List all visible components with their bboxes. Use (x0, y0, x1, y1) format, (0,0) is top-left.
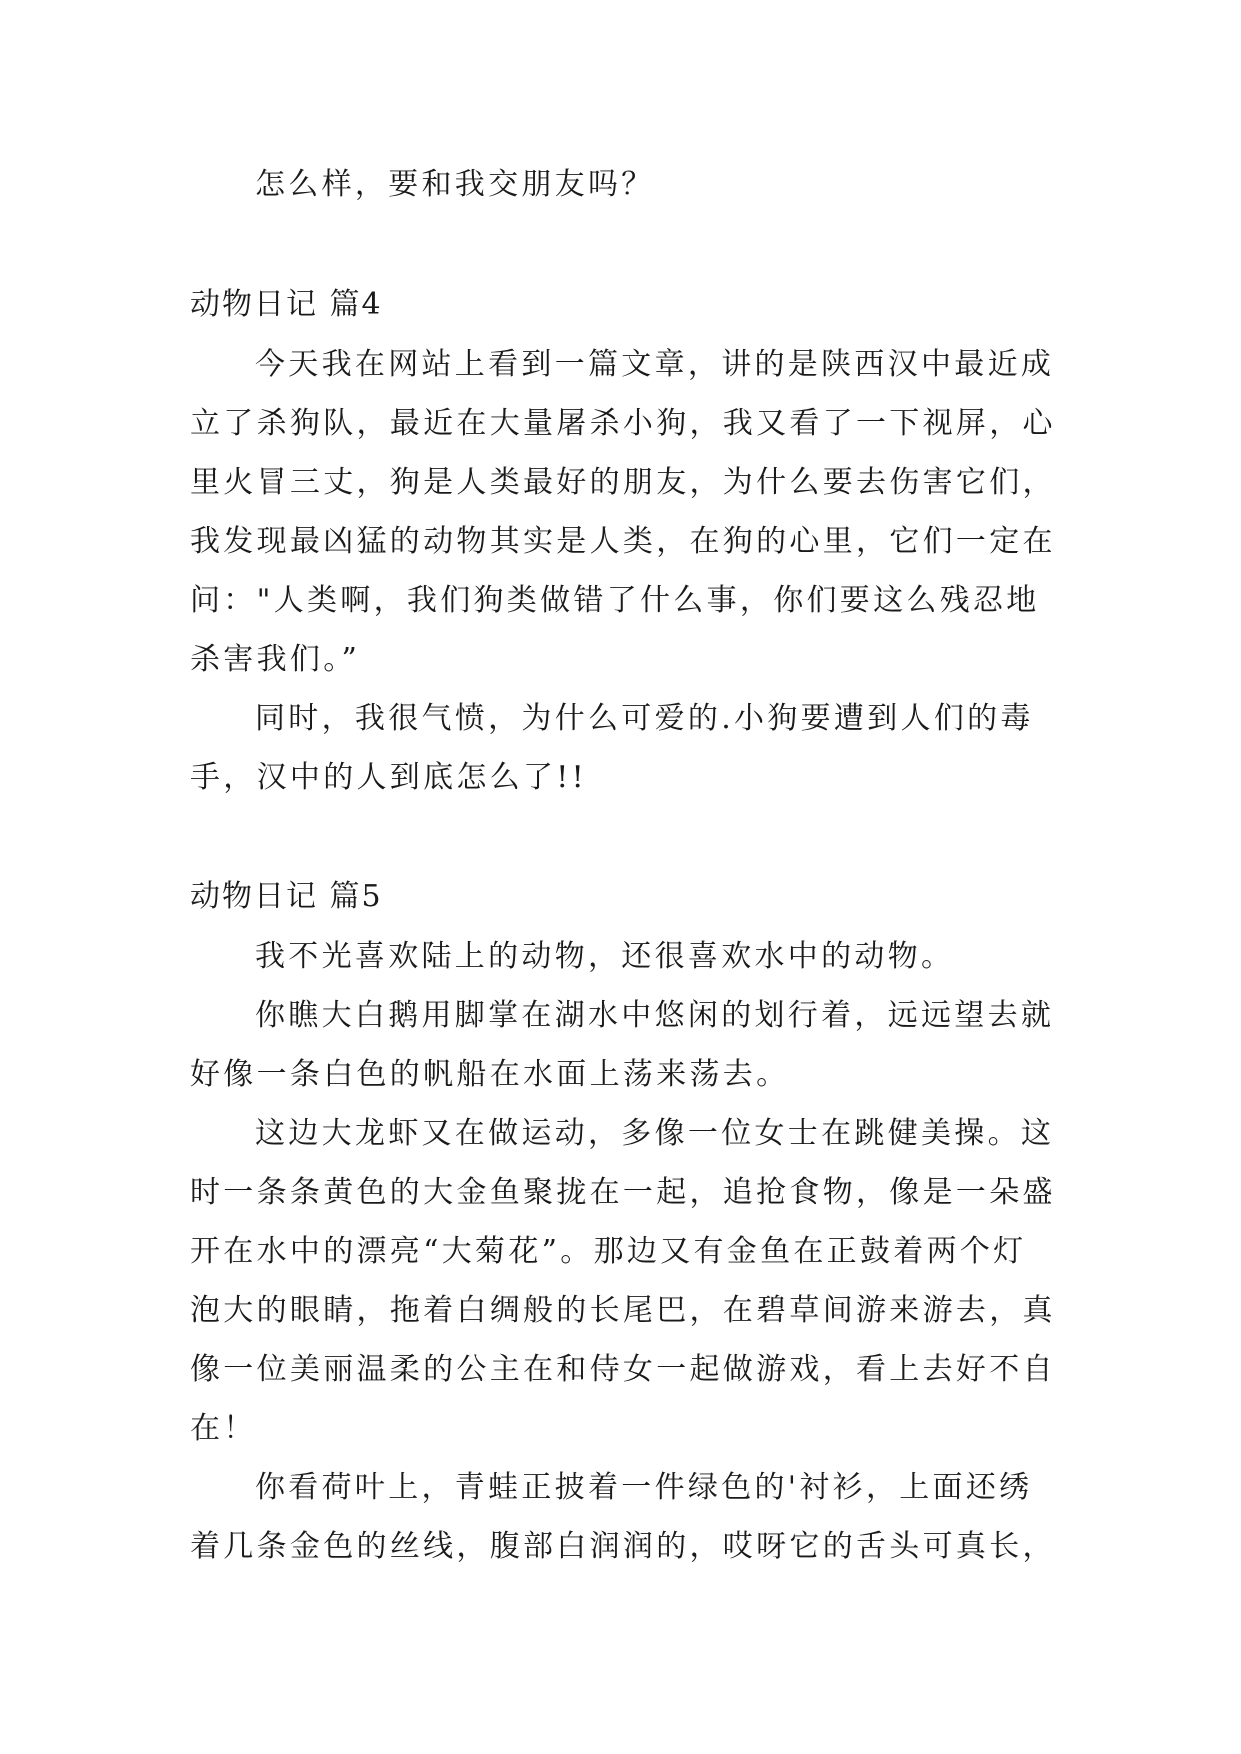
paragraph-line: 今天我在网站上看到一篇文章，讲的是陕西汉中最近成 (255, 347, 1055, 382)
paragraph-line: 像一位美丽温柔的公主在和侍女一起做游戏，看上去好不自 (190, 1352, 1056, 1387)
paragraph-line: 同时，我很气愤，为什么可爱的.小狗要遭到人们的毒 (255, 701, 1034, 736)
paragraph-line: 你瞧大白鹅用脚掌在湖水中悠闲的划行着，远远望去就 (255, 998, 1055, 1033)
paragraph-line: 在！ (190, 1411, 257, 1446)
paragraph-line: 问："人类啊，我们狗类做错了什么事，你们要这么残忍地 (190, 583, 1040, 618)
paragraph-line: 怎么样，要和我交朋友吗？ (255, 167, 655, 202)
paragraph-line: 里火冒三丈，狗是人类最好的朋友，为什么要去伤害它们， (190, 465, 1056, 500)
paragraph-line: 好像一条白色的帆船在水面上荡来荡去。 (190, 1057, 790, 1092)
paragraph-line: 立了杀狗队，最近在大量屠杀小狗，我又看了一下视屏，心 (190, 406, 1056, 441)
paragraph-line: 手，汉中的人到底怎么了!! (190, 760, 588, 795)
paragraph-line: 开在水中的漂亮“大菊花”。那边又有金鱼在正鼓着两个灯 (190, 1234, 1027, 1269)
paragraph-line: 时一条条黄色的大金鱼聚拢在一起，追抢食物，像是一朵盛 (190, 1175, 1056, 1210)
paragraph-line: 杀害我们。” (190, 642, 361, 677)
section-heading: 动物日记 篇4 (190, 287, 383, 322)
paragraph-line: 泡大的眼睛，拖着白绸般的长尾巴，在碧草间游来游去，真 (190, 1293, 1056, 1328)
paragraph-line: 着几条金色的丝线，腹部白润润的，哎呀它的舌头可真长， (190, 1529, 1056, 1564)
paragraph-line: 我发现最凶猛的动物其实是人类，在狗的心里，它们一定在 (190, 524, 1056, 559)
paragraph-line: 我不光喜欢陆上的动物，还很喜欢水中的动物。 (255, 939, 955, 974)
paragraph-line: 这边大龙虾又在做运动，多像一位女士在跳健美操。这 (255, 1116, 1055, 1151)
section-heading: 动物日记 篇5 (190, 879, 383, 914)
paragraph-line: 你看荷叶上，青蛙正披着一件绿色的'衬衫，上面还绣 (255, 1470, 1033, 1505)
